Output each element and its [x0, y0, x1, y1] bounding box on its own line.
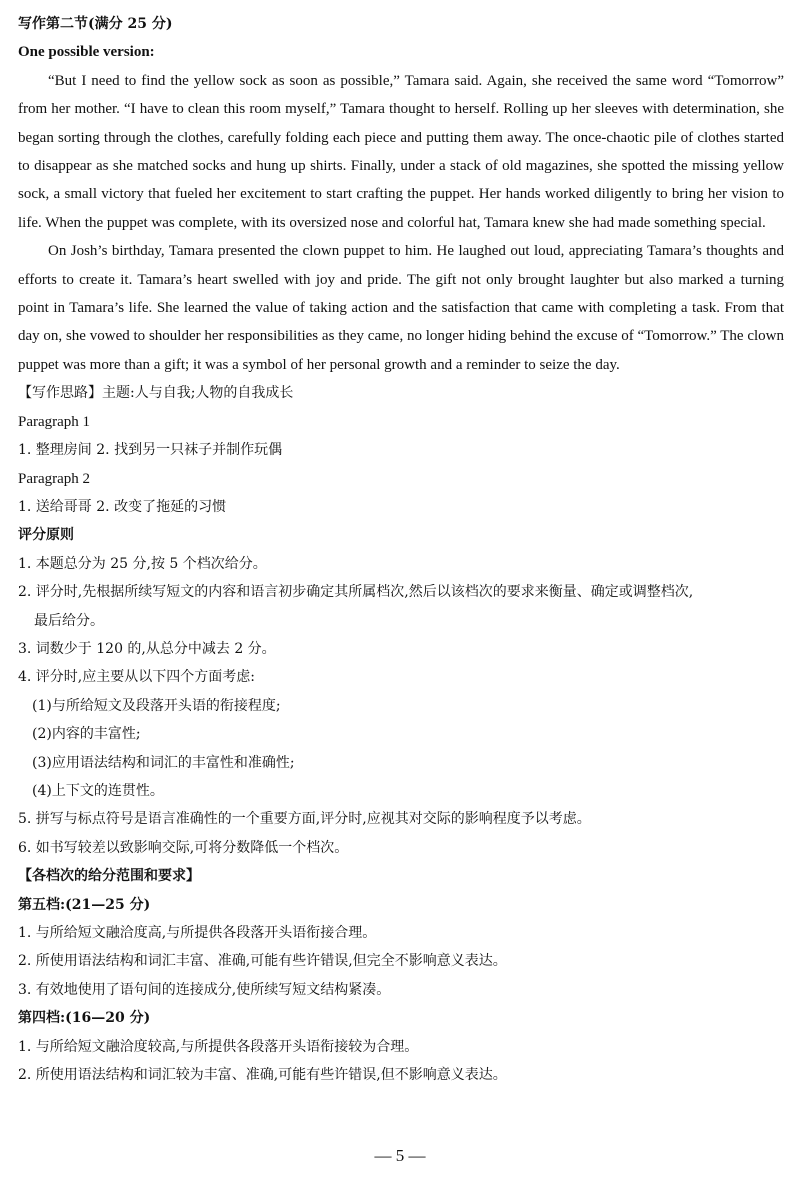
scoring-item: 6. 如书写较差以致影响交际,可将分数降低一个档次。 — [18, 839, 349, 856]
paragraph-1-heading: Paragraph 1 — [18, 413, 91, 430]
tier-4-item: 1. 与所给短文融洽度较高,与所提供各段落开头语衔接较为合理。 — [18, 1038, 419, 1055]
essay-paragraph-1: “But I need to find the yellow sock as soon as possible,” Tamara said. Again, she received the same word “Tomorrow” from her mother. “I have to clean this room myself,” Tamara thought to herself. Rolling up her sleeves with determination, she began sorting through the clothes, carefully folding each piece and putting them away. The once-chaotic pile of clothes started to disappear as she matched socks and hung up shirts. Finally, under a stack of old magazines, she spotted the missing yellow sock, a small victory that fueled her excitement to start crafting the puppet. Her hands worked diligently to bring her vision to life. When the puppet was complete, with its oversized nose and colorful hat, Tamara knew she had made something special. — [18, 72, 784, 231]
version-title: One possible version: — [18, 44, 155, 61]
scoring-item: 4. 评分时,应主要从以下四个方面考虑: — [18, 669, 255, 686]
tier-5-item: 3. 有效地使用了语句间的连接成分,使所续写短文结构紧凑。 — [18, 981, 391, 998]
scoring-item: 3. 词数少于 120 的,从总分中减去 2 分。 — [18, 640, 276, 657]
grade-ranges-heading: 【各档次的给分范围和要求】 — [18, 868, 200, 885]
scoring-item: 2. 评分时,先根据所续写短文的内容和语言初步确定其所属档次,然后以该档次的要求来衡量、确定或调整档次, — [18, 584, 694, 601]
paragraph-2-points: 1. 送给哥哥 2. 改变了拖延的习惯 — [18, 498, 227, 515]
paragraph-1-points: 1. 整理房间 2. 找到另一只袜子并制作玩偶 — [18, 442, 283, 459]
scoring-subitem: (1)与所给短文及段落开头语的衔接程度; — [32, 697, 281, 714]
tier-5-label: 第五档:(21—25 分) — [18, 896, 151, 913]
scoring-item-continued: 最后给分。 — [34, 612, 104, 629]
scoring-principles-heading: 评分原则 — [18, 527, 74, 544]
essay-paragraph-2: On Josh’s birthday, Tamara presented the clown puppet to him. He laughed out loud, appreciating Tamara’s thoughts and efforts to create it. Tamara’s heart swelled with joy and pride. The gift not only brought laughter but also marked a turning point in Tamara’s life. She learned the value of taking action and the satisfaction that came with completing a task. From that day on, she vowed to shoulder her responsibilities as they came, no longer hiding behind the excuse of “Tomorrow.” The clown puppet was more than a gift; it was a symbol of her personal growth and a reminder to seize the day. — [18, 243, 784, 373]
page-number: — 5 — — [374, 1146, 426, 1165]
scoring-item: 1. 本题总分为 25 分,按 5 个档次给分。 — [18, 555, 267, 572]
tier-4-item: 2. 所使用语法结构和词汇较为丰富、准确,可能有些许错误,但不影响意义表达。 — [18, 1067, 507, 1084]
section-title: 写作第二节(满分 25 分) — [18, 16, 173, 32]
scoring-subitem: (2)内容的丰富性; — [32, 726, 141, 743]
document-page — [18, 10, 784, 1089]
scoring-subitem: (4)上下文的连贯性。 — [32, 782, 164, 799]
scoring-item: 5. 拼写与标点符号是语言准确性的一个重要方面,评分时,应视其对交际的影响程度予以考虑。 — [18, 811, 591, 828]
writing-idea-label: 【写作思路】主题:人与自我;人物的自我成长 — [18, 385, 294, 402]
tier-4-label: 第四档:(16—20 分) — [18, 1010, 151, 1027]
tier-5-item: 1. 与所给短文融洽度高,与所提供各段落开头语衔接合理。 — [18, 925, 377, 941]
scoring-subitem: (3)应用语法结构和词汇的丰富性和准确性; — [32, 754, 295, 771]
paragraph-2-heading: Paragraph 2 — [18, 470, 91, 487]
tier-5-item: 2. 所使用语法结构和词汇丰富、准确,可能有些许错误,但完全不影响意义表达。 — [18, 953, 507, 970]
